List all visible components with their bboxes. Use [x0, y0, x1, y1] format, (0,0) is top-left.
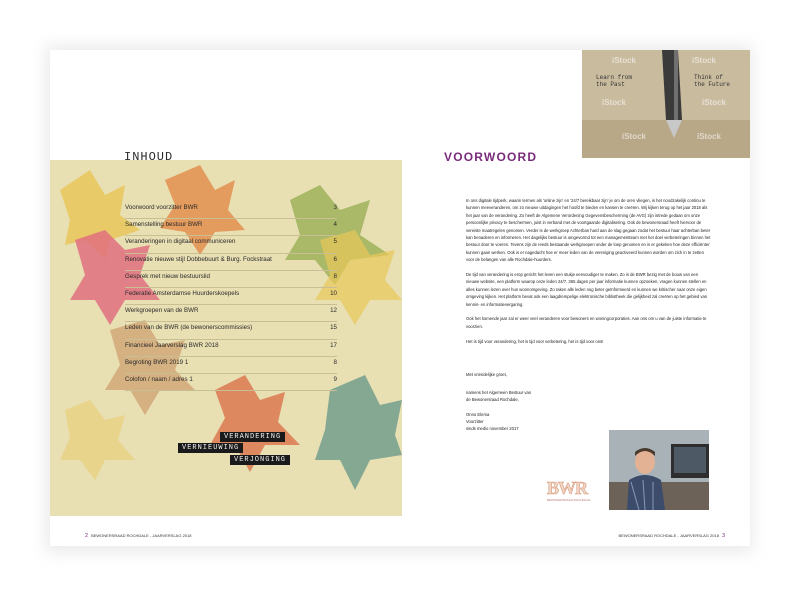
right-page-number: 3 [721, 533, 725, 539]
photo-text-right [694, 74, 730, 88]
toc-entry-page: 9 [333, 375, 337, 383]
pen-notebook-photo [582, 50, 750, 158]
name-block [466, 412, 519, 431]
right-footer-text: BEWONERSRAAD ROCHDALE - JAARVERSLAG 2018 [618, 533, 719, 538]
toc-entry-title: Samenstelling bestuur BWR [125, 221, 203, 229]
photo-text-right-line: the Future [694, 81, 731, 88]
toc-row[interactable] [125, 254, 337, 271]
toc-entry-title: Veranderingen in digitaal communiceren [125, 238, 236, 246]
photo-text-left-line: the Past [596, 81, 625, 88]
paragraph: In ons digitale tijdperk, waarin termen als 'online zijn' en '24/7 bereikbaar zijn' je om de oren vliegen, is het noodzakelijk continu te kunnen meeveranderen, om zo nieuwe uitdagingen het hoofd te bieden en kansen te creëren. Wij kijken terug op het jaar 2018 als het jaar van de verandering. Zo heeft de Algemene Verordening Gegevensbescherming (de AVG) zijn intrede gedaan om onze persoonlijke privacy te beschermen, juist in verband met de voortgaande digitalisering. Ook de bewonersraad heeft hiervoor de vereiste maatregelen genomen. Verder is de werkgroep Achterban hard aan de slag gegaan zodat het bestuur haar achterban beter kan benaderen en informeren. Het dagelijks bestuur is omgevormd tot een managementteam met het doel verbeteringen binnen het bestuur door te voeren. Tevens zijn de reeds bestaande werkgroepen onder de loep genomen en is er gekeken hoe deze efficiënter kunnen gaan werken. Ook is er nagedacht hoe er meer leden van de vereniging geactiveerd kunnen worden om zich in te zetten voor de belangen van alle Rochdale-huurders. [466, 198, 711, 263]
toc-entry-page: 17 [330, 341, 337, 349]
watermark: iStock [602, 98, 627, 107]
toc-entry-page: 15 [330, 324, 337, 332]
photo-text-left-line: Learn from [596, 74, 633, 81]
toc-entry-title: Colofon / naam / adres 1 [125, 375, 193, 383]
toc-entry-page: 3 [333, 204, 337, 211]
portrait-svg [609, 430, 709, 510]
toc-entry-page: 8 [333, 272, 337, 280]
toc-entry-page: 8 [333, 358, 337, 366]
toc-entry-page: 4 [333, 221, 337, 229]
toc-entry-page: 6 [333, 255, 337, 263]
toc-row[interactable] [125, 374, 337, 391]
logo-subtext: BEWONERSRAAD ROCHDALE [547, 498, 591, 502]
toc-entry-title: Werkgroepen van de BWR [125, 307, 199, 315]
bwr-logo [547, 478, 597, 504]
toc-row[interactable] [125, 305, 337, 322]
table-of-contents [125, 202, 337, 391]
toc-entry-title: Gesprek met nieuw bestuurslid [125, 272, 210, 280]
toc-entry-page: 5 [333, 238, 337, 246]
paragraph: Het is tijd voor verandering, het is tijd voor verbetering, het is tijd voor ons! [466, 338, 604, 344]
greeting: Met vriendelijke groet, [466, 372, 507, 377]
watermark: iStock [692, 56, 717, 65]
stamp-verjonging: VERJONGING [230, 455, 290, 465]
toc-divider [125, 390, 337, 391]
toc-title: INHOUD [124, 150, 174, 164]
toc-row[interactable] [125, 271, 337, 288]
left-footer-text: BEWONERSRAAD ROCHDALE - JAARVERSLAG 2018 [91, 533, 192, 538]
chairman-portrait-photo [609, 430, 709, 510]
toc-entry-title: Begroting BWR 2019 1 [125, 358, 189, 366]
stamp-vernieuwing: VERNIEUWING [178, 443, 243, 453]
watermark: iStock [612, 56, 637, 65]
photo-text-right-line: Think of [694, 74, 723, 81]
page-title: VOORWOORD [444, 150, 538, 164]
paragraph: Ook het komende jaar zal er weer veel veranderen voor bewoners en woningcorporaties. Aan ons om u van de juiste informatie te voorzien. [466, 316, 707, 329]
toc-entry-title: Voorwoord voorzitter BWR [125, 204, 198, 211]
toc-row[interactable] [125, 236, 337, 253]
toc-entry-page: 10 [330, 289, 337, 297]
toc-entry-title: Renovatie nieuwe stijl Dobbebuurt & Burg. Fockstraat [125, 255, 272, 263]
toc-row[interactable] [125, 202, 337, 219]
left-page-number: 2 [85, 533, 89, 539]
right-page [402, 50, 750, 546]
toc-row[interactable] [125, 322, 337, 339]
toc-entry-title: Leden van de BWR (de bewonerscommissies) [125, 324, 253, 332]
signature-line: namens het Algemeen Bestuur van [466, 390, 532, 395]
name-line: Onno Elema [466, 412, 490, 417]
name-line: sinds medio november 2017 [466, 426, 519, 431]
foreword-body [466, 197, 712, 352]
toc-row[interactable] [125, 357, 337, 374]
toc-entry-title: Financieel Jaarverslag BWR 2018 [125, 341, 219, 349]
photo-text-left [596, 74, 632, 88]
left-footer [85, 533, 191, 539]
watermark: iStock [702, 98, 727, 107]
toc-entry-page: 12 [330, 307, 337, 315]
stamp-verandering: VERANDERING [220, 432, 285, 442]
left-page [50, 50, 402, 546]
watermark: iStock [622, 132, 647, 141]
toc-row[interactable] [125, 340, 337, 357]
signature-block [466, 390, 531, 402]
toc-row[interactable] [125, 288, 337, 305]
signature-line: de Bewonersraad Rochdale, [466, 397, 519, 402]
watermark: iStock [697, 132, 722, 141]
toc-entry-title: Federatie Amsterdamse Huurderskoepels [125, 289, 240, 297]
leaf-teal-1 [315, 375, 402, 490]
leaf-yellow-3 [60, 400, 135, 480]
paragraph: De tijd van verandering is erop gericht het leven een stukje eenvoudiger te maken. Zo is de BWR bezig met de bouw van een nieuwe website, een platform waarop onze leden 24/7, 365 dagen per jaar informatie kunnen opzoeken, vragen kunnen stellen en alles kunnen lezen over hun woonomgeving. Zo raken alle leden nog beter geïnformeerd en kunnen we kritischer naar onze eigen omgeving kijken. Het platform bevat ook een laagdrempelige elektronische bibliotheek die gelijkheid zal creëren op het gebied van kennis- en informatievergaring. [466, 272, 708, 307]
right-footer [619, 533, 725, 539]
name-line: Voorzitter [466, 419, 484, 424]
logo-text: BWR [547, 478, 588, 498]
toc-row[interactable] [125, 219, 337, 236]
